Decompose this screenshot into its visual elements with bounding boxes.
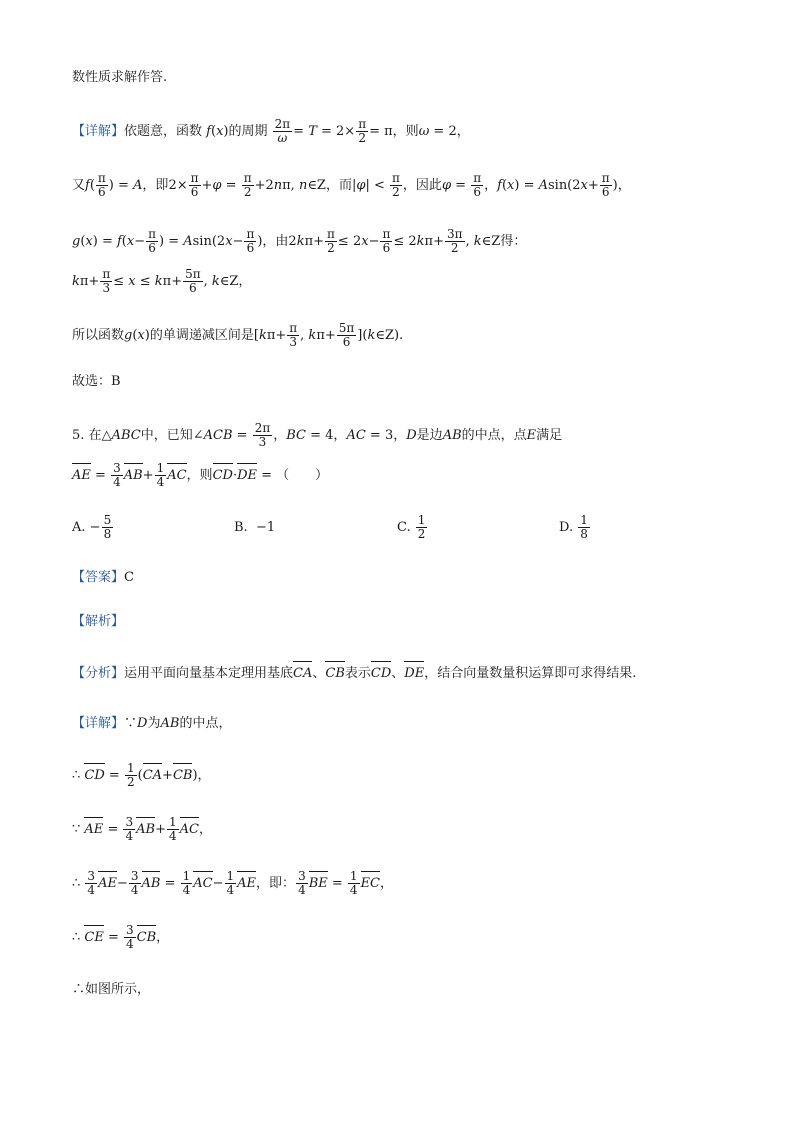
conclusion-line: 所以函数g(x)的单调递减区间是[kπ+ $\frac{\pi}{3}$ , kπ+ $\frac{5\pi}{6}$ ](k∈Z).: [72, 321, 404, 349]
detail-line-1: 【详解】依题意，函数 f(x)的周期 $\frac{2\pi}{\omega}$ = T = 2× $\frac{\pi}{2}$ = π，则ω = 2，: [72, 117, 470, 145]
label-fenxi: 【分析】: [72, 666, 125, 681]
detail-q5-line-5: ∴ CE = $\frac{3}{4}$ CB，: [72, 923, 170, 951]
detail-line-2: 又f( $\frac{\pi}{6}$ ) = A，即2× $\frac{\pi}{6}$ +φ = $\frac{\pi}{2}$ +2nπ, n∈Z，而|φ| < $\frac{\pi}{2}$ ，因此φ = $\frac{\pi}{6}$ ，f(x) = Asin(2x+ $\frac{\pi}{6}$ )，: [72, 171, 631, 199]
detail-line-4: kπ+ $\frac{\pi}{3}$ ≤ x ≤ kπ+ $\frac{5\pi}{6}$ , k∈Z，: [72, 267, 252, 295]
question-5-condition: AE = $\frac{3}{4}$ AB+ $\frac{1}{4}$ AC，则CD·DE = （ ）: [72, 461, 329, 489]
label-daan: 【答案】: [72, 570, 125, 585]
answer-line: 【答案】C: [72, 570, 134, 585]
option-c[interactable]: C. $\frac{1}{2}$: [397, 513, 426, 541]
detail-q5-line-1: 【详解】∵D为AB的中点，: [72, 716, 232, 731]
detail-line-3: g(x) = f(x− $\frac{\pi}{6}$ ) = Asin(2x− $\frac{\pi}{6}$ )，由2kπ+ $\frac{\pi}{2}$ ≤ 2x− $\frac{\pi}{6}$ ≤ 2kπ+ $\frac{3\pi}{2}$ , k∈Z得：: [72, 227, 527, 255]
answer-choice-line: 故选：B: [72, 374, 121, 389]
detail-q5-line-6: ∴如图所示，: [72, 982, 151, 997]
detail-q5-line-2: ∴ CD = $\frac{1}{2}$ (CA+CB)，: [72, 761, 211, 789]
detail-q5-line-3: ∵ AE = $\frac{3}{4}$ AB+ $\frac{1}{4}$ AC，: [72, 815, 212, 843]
question-5-stem: 5. 在△ABC中，已知∠ACB = $\frac{2\pi}{3}$ ，BC = 4，AC = 3，D是边AB的中点，点E满足: [72, 421, 563, 449]
option-d[interactable]: D. $\frac{1}{8}$: [559, 513, 588, 541]
analysis-line: 【分析】运用平面向量基本定理用基底CA、CB表示CD、DE，结合向量数量积运算即可求得结果.: [72, 664, 636, 684]
option-a[interactable]: A. − $\frac{5}{8}$: [72, 513, 112, 541]
label-xiangjie-2: 【详解】: [72, 716, 125, 731]
top-line: 数性质求解作答.: [72, 70, 168, 85]
label-xiangjie: 【详解】: [72, 124, 125, 139]
detail-q5-line-4: ∴ $\frac{3}{4}$ AE− $\frac{3}{4}$ AB = $\frac{1}{4}$ AC− $\frac{1}{4}$ AE，即： $\frac{3}{4}$ BE = $\frac{1}{4}$ EC，: [72, 869, 394, 897]
label-jiexi: 【解析】: [72, 614, 125, 629]
option-b[interactable]: B. −1: [234, 520, 276, 535]
